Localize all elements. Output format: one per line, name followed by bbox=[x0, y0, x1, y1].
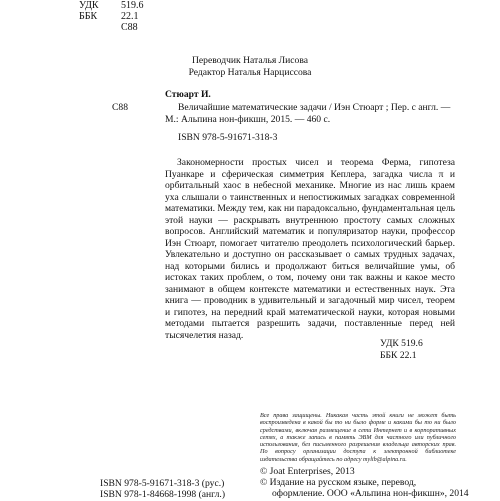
copyright-joat: © Joat Enterprises, 2013 bbox=[260, 466, 355, 477]
author-mark-top: С88 bbox=[121, 22, 138, 33]
editor-credit: Редактор Наталья Нарциссова bbox=[188, 67, 312, 78]
udk-value-top: 519.6 bbox=[121, 0, 144, 11]
author-name: Стюарт И. bbox=[165, 89, 211, 100]
annotation-text: Закономерности простых чисел и теорема Ферма, гипотеза Пуанкаре и сферическая симметрия Кеплера, загадка числа π и орбитальный хаос в небесной механике. Многие из нас лишь краем уха слышали о таинственных и непостижимых загадках современной математики. Между тем, как ни парадоксально, фундаментальная цель этой науки — раскрывать внутреннюю простоту самых сложных вопросов. Английский математик и популяризатор науки, профессор Иэн Стюарт, помогает читателю преодолеть психологический барьер. Увлекательно и доступно он рассказывает о самых трудных задачах, над которыми бились и продолжают биться величайшие умы, об истоках таких проблем, о том, почему они так важны и какое место занимают в общем контексте математики и естественных наук. Эта книга — проводник в удивительный и загадочный мир чисел, теорем и гипотез, на передний край математической науки, которая новыми методами пытается разрешить задачи, поставленные перед ней тысячелетия назад. bbox=[165, 157, 455, 341]
bbk-value-top: 22.1 bbox=[121, 11, 139, 22]
udk-bottom: УДК 519.6 bbox=[380, 338, 423, 349]
bib-title-line: Величайшие математические задачи / Иэн Стюарт ; Пер. с англ. — bbox=[178, 102, 451, 113]
copyright-publisher: оформление. ООО «Альпина нон-фикшн», 2014 bbox=[272, 488, 469, 499]
copyright-edition: © Издание на русском языке, перевод, bbox=[260, 477, 417, 488]
isbn-russian: ISBN 978-5-91671-318-3 (рус.) bbox=[100, 478, 225, 489]
rights-notice: Все права защищены. Никакая часть этой книги не может быть воспроизведена в какой бы то ни было форме и какими бы то ни было средствами, включая размещение в сети Интернет и в корпоративных сетях, а также запись в память ЭВМ для частного или публичного использования, без письменного разрешения владельца авторских прав. По вопросу организации доступа к электронной библиотеке издательства обращайтесь по адресу mylib@alpina.ru. bbox=[260, 412, 456, 463]
author-code: С88 bbox=[112, 102, 128, 113]
bib-publisher-line: М.: Альпина нон-фикшн, 2015. — 460 с. bbox=[165, 114, 331, 125]
annotation-block bbox=[165, 157, 455, 341]
bbk-bottom: ББК 22.1 bbox=[380, 350, 417, 361]
bbk-label-top: ББК bbox=[79, 11, 98, 22]
translator-credit: Переводчик Наталья Лисова bbox=[191, 55, 309, 66]
udk-label-top: УДК bbox=[79, 0, 99, 11]
isbn-english: ISBN 978-1-84668-1998 (англ.) bbox=[100, 489, 226, 500]
isbn-main: ISBN 978-5-91671-318-3 bbox=[178, 132, 278, 143]
